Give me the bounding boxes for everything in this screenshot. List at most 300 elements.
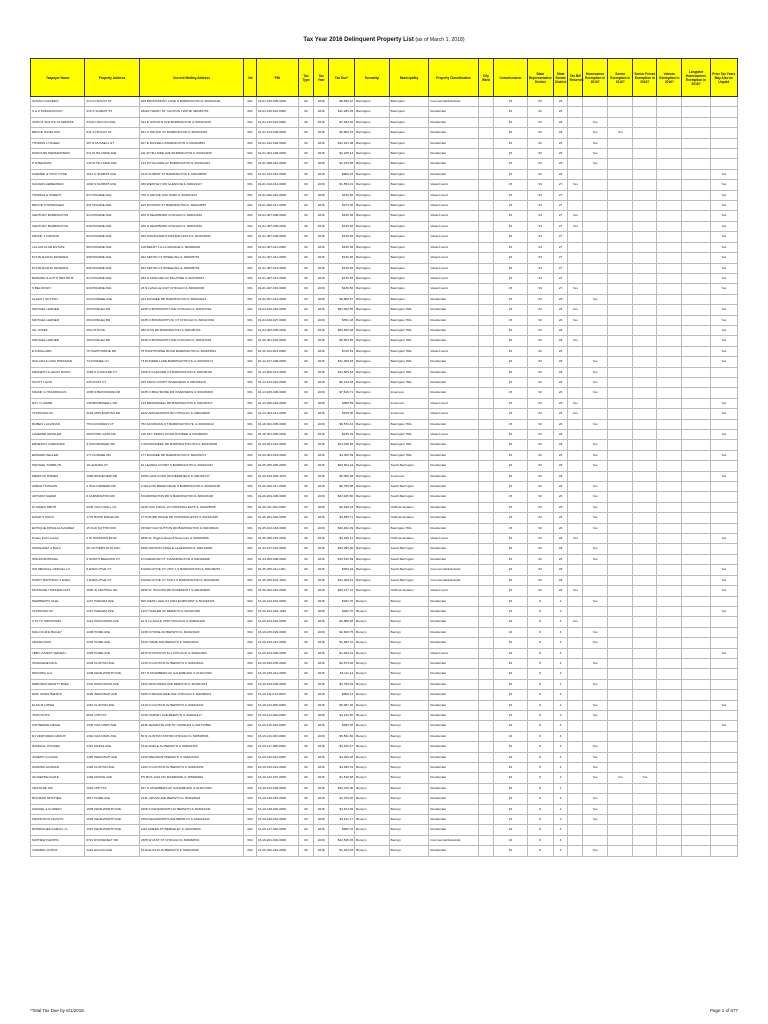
table-cell	[608, 554, 633, 564]
table-cell: $25,810.48	[329, 325, 355, 335]
table-cell	[608, 377, 633, 387]
table-cell: 002	[244, 752, 257, 762]
table-cell: Residential	[429, 638, 478, 648]
table-cell: 001	[244, 398, 257, 408]
table-cell: Berwyn	[355, 658, 390, 668]
table-cell: 16	[494, 700, 527, 710]
table-cell	[657, 752, 682, 762]
table-cell: $12,101.38	[329, 138, 355, 148]
table-cell	[633, 492, 657, 502]
table-cell: 002	[244, 627, 257, 637]
table-cell: Vacant Land	[429, 221, 478, 231]
table-cell: 01-13-206-014-0000	[256, 367, 298, 377]
table-cell: 8	[527, 690, 553, 700]
column-header: Tax Due*	[329, 59, 355, 97]
table-cell: 753 GOODMAN CT	[85, 419, 139, 429]
table-cell: 8	[527, 742, 553, 752]
table-cell: 915 DIVISION ST BARRINGTON IL 600103087	[139, 201, 244, 211]
table-cell: 133 W HILLSIDE AV BARRINGTON IL 600104423	[139, 159, 244, 169]
table-cell: 15	[494, 294, 527, 304]
table-cell: 002	[244, 710, 257, 720]
table-cell	[478, 731, 494, 741]
table-row	[31, 731, 738, 741]
table-cell: 26	[553, 544, 568, 554]
table-cell: Yes	[583, 679, 608, 689]
table-cell: 2016	[314, 502, 329, 512]
table-cell	[633, 180, 657, 190]
table-cell: Vacant Land	[429, 180, 478, 190]
table-cell: 2016	[314, 773, 329, 783]
table-cell	[633, 575, 657, 585]
table-row	[31, 575, 738, 585]
table-cell: 2016	[314, 523, 329, 533]
table-cell: 2016	[314, 149, 329, 159]
table-cell	[583, 273, 608, 283]
table-cell	[608, 149, 633, 159]
table-cell	[657, 617, 682, 627]
table-cell: 001	[244, 263, 257, 273]
table-cell: 16	[494, 794, 527, 804]
table-cell: 00	[298, 138, 314, 148]
table-cell: South Barrington	[389, 461, 429, 471]
table-cell: 001	[244, 492, 257, 502]
table-cell	[478, 617, 494, 627]
table-cell: 16-19-117-008-0000	[256, 742, 298, 752]
table-cell: Berwyn	[389, 627, 429, 637]
table-cell: 1521 KENILWORTH AVE	[85, 825, 139, 835]
table-cell: 16	[494, 783, 527, 793]
table-cell: 1080 RIDGEVIEW DR	[85, 471, 139, 481]
table-cell: Barrington Hills	[389, 523, 429, 533]
table-cell: 00	[298, 221, 314, 231]
table-cell	[583, 346, 608, 356]
table-cell	[478, 273, 494, 283]
table-cell	[478, 710, 494, 720]
table-cell	[583, 606, 608, 616]
table-cell: Yes	[583, 450, 608, 460]
table-row	[31, 742, 738, 752]
table-cell: 16	[494, 617, 527, 627]
table-cell	[633, 305, 657, 315]
table-cell: 4	[553, 815, 568, 825]
table-cell	[608, 97, 633, 107]
table-cell: Berwyn	[355, 815, 390, 825]
table-cell: 01-01-407-011-0000	[256, 242, 298, 252]
table-cell	[682, 117, 710, 127]
table-cell: $262.70	[329, 606, 355, 616]
table-cell: 2016	[314, 107, 329, 117]
table-cell: 4	[553, 783, 568, 793]
table-cell: 52	[527, 149, 553, 159]
table-cell: MCSHANE HOFFMAN EST	[31, 586, 85, 596]
table-cell: Barrington	[355, 430, 390, 440]
table-cell: Vacant Land	[429, 253, 478, 263]
table-cell	[657, 128, 682, 138]
table-cell: 15	[494, 419, 527, 429]
table-cell: 2016	[314, 690, 329, 700]
table-cell: Barrington	[389, 253, 429, 263]
table-cell: 01-13-103-001-0000	[256, 377, 298, 387]
table-cell: 1238 S HOME AV BERWYN IL 604021023	[139, 627, 244, 637]
table-cell: 2016	[314, 388, 329, 398]
table-cell	[608, 658, 633, 668]
table-cell: 01-01-314-014-0000	[256, 180, 298, 190]
table-row	[31, 346, 738, 356]
table-cell: Barrington	[355, 263, 390, 273]
table-cell: Residential	[429, 107, 478, 117]
table-cell	[478, 180, 494, 190]
table-cell: $20,654.44	[329, 461, 355, 471]
table-cell: 15	[494, 346, 527, 356]
table-cell: 27	[553, 253, 568, 263]
table-cell: 27	[553, 242, 568, 252]
table-cell: 906 PRAIRIE AVE	[85, 263, 139, 273]
table-cell	[608, 731, 633, 741]
table-cell: 01-26-411-002-0000	[256, 502, 298, 512]
table-cell: 52	[527, 97, 553, 107]
table-cell	[682, 617, 710, 627]
table-cell: 4	[553, 648, 568, 658]
table-cell: PO BOX 1222 NO RIVERSIDE IL 605460822	[139, 773, 244, 783]
table-cell	[583, 648, 608, 658]
table-cell: Yes	[608, 128, 633, 138]
table-cell: 343 E LINCOLN AVE BARRINGTON IL 600104478	[139, 117, 244, 127]
table-cell	[568, 794, 583, 804]
table-cell	[478, 315, 494, 325]
table-cell: 2016	[314, 471, 329, 481]
table-cell	[608, 815, 633, 825]
table-cell: 180 DONLEA RD	[85, 336, 139, 346]
table-cell	[657, 502, 682, 512]
table-cell: Yes	[583, 700, 608, 710]
table-cell: 2016	[314, 815, 329, 825]
table-cell: Commercial/Industrial	[429, 97, 478, 107]
table-cell	[608, 169, 633, 179]
table-cell: 4	[553, 731, 568, 741]
table-cell: 1517 HOME AVE	[85, 794, 139, 804]
table-cell: 26	[553, 97, 568, 107]
table-cell	[478, 669, 494, 679]
table-cell: 118 BEILBY LA LA GRANGE IL 600000000	[139, 242, 244, 252]
table-cell	[657, 721, 682, 731]
table-cell: SANDRA GUZMAN	[31, 763, 85, 773]
table-cell	[633, 461, 657, 471]
table-cell	[633, 117, 657, 127]
table-row	[31, 825, 738, 835]
table-cell	[657, 201, 682, 211]
table-cell: 2016	[314, 273, 329, 283]
table-cell	[568, 554, 583, 564]
table-cell: 1219 EUCLID AVE	[85, 846, 139, 856]
table-cell	[568, 159, 583, 169]
table-cell: 2016	[314, 804, 329, 814]
table-cell: 001	[244, 565, 257, 575]
table-cell	[657, 409, 682, 419]
table-cell: 4	[553, 710, 568, 720]
table-cell	[682, 815, 710, 825]
table-cell: $136.56	[329, 253, 355, 263]
table-cell: 52	[527, 450, 553, 460]
table-cell: $9,756.88	[329, 482, 355, 492]
table-cell: 16-19-125-021-0000	[256, 763, 298, 773]
table-cell: 2016	[314, 846, 329, 856]
table-cell	[583, 211, 608, 221]
table-cell	[682, 346, 710, 356]
table-cell: 1225 HOME AVE	[85, 648, 139, 658]
table-cell	[657, 575, 682, 585]
table-cell	[568, 325, 583, 335]
table-cell: 001	[244, 149, 257, 159]
table-cell: $4,496.31	[329, 763, 355, 773]
table-cell	[710, 658, 737, 668]
table-cell: Berwyn	[389, 669, 429, 679]
table-cell: 15	[494, 357, 527, 367]
table-cell	[633, 627, 657, 637]
table-cell: 16-19-105-027-0000	[256, 638, 298, 648]
table-cell: 15	[494, 180, 527, 190]
table-cell: P M BENSON	[31, 159, 85, 169]
table-cell: Residential	[429, 377, 478, 387]
table-cell: JOHN & SIGUTE OLSZEWSK	[31, 117, 85, 127]
table-cell: 002	[244, 804, 257, 814]
table-cell: Barrington	[355, 211, 390, 221]
table-cell: LBMC INVEST SERIES I	[31, 648, 85, 658]
table-cell	[710, 783, 737, 793]
table-cell: 343 E LINCOLN AVE	[85, 117, 139, 127]
table-cell: EDWARD & RUTH HESTRUP	[31, 273, 85, 283]
table-cell: 002	[244, 783, 257, 793]
table-cell	[682, 440, 710, 450]
table-cell: 200 DONLEA RD	[85, 305, 139, 315]
table-cell: 26	[553, 305, 568, 315]
table-cell: Yes	[608, 773, 633, 783]
table-cell: $5,563.55	[329, 336, 355, 346]
table-cell: South Barrington	[389, 544, 429, 554]
table-cell: 1 EXECUTIVE CT	[85, 575, 139, 585]
table-cell: 001	[244, 471, 257, 481]
table-cell	[478, 565, 494, 575]
table-cell: Residential	[429, 523, 478, 533]
table-cell: $4,200.28	[329, 752, 355, 762]
table-cell: 16-19-114-009-0000	[256, 710, 298, 720]
table-cell	[568, 638, 583, 648]
table-cell	[682, 190, 710, 200]
table-cell: Residential	[429, 783, 478, 793]
table-cell	[608, 253, 633, 263]
table-cell: 00	[298, 117, 314, 127]
table-cell: 250 OTIS RD BARRINGTON IL 600105124	[139, 325, 244, 335]
table-cell: Yes	[583, 513, 608, 523]
table-cell: Residential	[429, 804, 478, 814]
table-cell	[633, 409, 657, 419]
table-cell: Berwyn	[355, 835, 390, 845]
table-cell: Berwyn	[355, 721, 390, 731]
table-cell	[478, 169, 494, 179]
table-cell: 002	[244, 679, 257, 689]
table-cell	[478, 346, 494, 356]
table-cell	[657, 211, 682, 221]
table-cell: 001	[244, 346, 257, 356]
table-cell: 54	[527, 273, 553, 283]
table-cell: Berwyn	[389, 679, 429, 689]
table-cell: 00	[298, 502, 314, 512]
table-cell: SAMUEL A GUZMAN	[31, 804, 85, 814]
table-cell: Berwyn	[389, 825, 429, 835]
table-cell: 002	[244, 596, 257, 606]
table-cell: 01-13-206-029-0000	[256, 398, 298, 408]
table-cell	[682, 502, 710, 512]
table-cell	[608, 544, 633, 554]
table-cell: 15	[494, 586, 527, 596]
table-row	[31, 159, 738, 169]
table-cell: 4	[553, 700, 568, 710]
table-cell: $6,888.57	[329, 294, 355, 304]
table-row	[31, 190, 738, 200]
table-cell: 54	[527, 242, 553, 252]
table-cell: Yes	[583, 492, 608, 502]
table-row	[31, 513, 738, 523]
table-cell: Residential	[429, 450, 478, 460]
table-cell: 73 DUNDEE LANE BARRINGTON HL IL 600105174	[139, 357, 244, 367]
table-cell: Barrington Hills	[389, 419, 429, 429]
table-cell: 52	[527, 346, 553, 356]
table-cell: 27	[553, 211, 568, 221]
table-cell: 52	[527, 388, 553, 398]
title-main: Tax Year 2016 Delinquent Property List	[303, 37, 414, 43]
table-cell: Berwyn	[355, 846, 390, 856]
table-cell: 52	[527, 377, 553, 387]
table-cell: 01-04-402-005-0000	[256, 325, 298, 335]
table-cell	[682, 783, 710, 793]
table-cell: 00	[298, 617, 314, 627]
table-cell	[478, 159, 494, 169]
table-cell: 920 WOODLAWN HOFFMAN ESTS IL 601691840	[139, 232, 244, 242]
table-cell: 2016	[314, 242, 329, 252]
table-cell: Yes	[568, 586, 583, 596]
table-cell: 4	[553, 742, 568, 752]
table-cell	[608, 430, 633, 440]
table-cell: 250 OTIS RD	[85, 325, 139, 335]
table-cell	[682, 544, 710, 554]
table-cell	[478, 440, 494, 450]
table-cell: 8 EXECUTIVE CT	[85, 565, 139, 575]
table-cell: 16-19-104-001-1040	[256, 606, 298, 616]
table-cell	[710, 752, 737, 762]
table-cell: Barrington	[355, 128, 390, 138]
table-cell: $3,838.71	[329, 513, 355, 523]
table-row	[31, 336, 738, 346]
table-cell	[682, 149, 710, 159]
table-cell: Vacant Land	[429, 242, 478, 252]
table-cell: Residential	[429, 596, 478, 606]
table-cell: Barrington	[355, 159, 390, 169]
table-row	[31, 97, 738, 107]
table-cell	[657, 731, 682, 741]
column-header: Commissioner	[494, 59, 527, 97]
table-cell: RJ VENTURES GROUP	[31, 731, 85, 741]
table-row	[31, 419, 738, 429]
table-cell	[633, 97, 657, 107]
table-cell: 00	[298, 430, 314, 440]
table-cell: $8,599.10	[329, 97, 355, 107]
table-cell	[568, 273, 583, 283]
table-cell	[682, 846, 710, 856]
table-cell: 01-35-102-018-0000	[256, 523, 298, 533]
table-cell	[478, 325, 494, 335]
table-cell: $12,585.63	[329, 367, 355, 377]
table-cell	[710, 690, 737, 700]
table-cell: Yes	[710, 346, 737, 356]
table-cell: 15	[494, 388, 527, 398]
table-cell: 8	[527, 773, 553, 783]
table-row	[31, 388, 738, 398]
table-cell: $5,862.15	[329, 128, 355, 138]
table-cell: 16	[494, 846, 527, 856]
table-cell: 1342 OAK PARK AVE	[85, 731, 139, 741]
table-cell	[608, 273, 633, 283]
page-number: Page 1 of 677	[709, 1008, 738, 1013]
table-cell: 2016	[314, 627, 329, 637]
table-cell: Barrington	[389, 117, 429, 127]
table-cell	[633, 253, 657, 263]
table-cell	[583, 586, 608, 596]
table-cell: 001	[244, 232, 257, 242]
table-cell: Yes	[710, 263, 737, 273]
table-cell: ERNESTO CARRANZA	[31, 440, 85, 450]
table-cell: 15	[494, 107, 527, 117]
table-cell	[710, 367, 737, 377]
table-cell: Yes	[583, 763, 608, 773]
table-row	[31, 398, 738, 408]
table-cell: 136 BRAMSWELL RD BARRINGTON IL 600105417	[139, 398, 244, 408]
table-cell	[568, 825, 583, 835]
table-cell: 2016	[314, 221, 329, 231]
table-cell	[710, 149, 737, 159]
table-cell: Berwyn	[389, 648, 429, 658]
table-cell	[478, 263, 494, 273]
table-cell	[682, 690, 710, 700]
table-cell: 54	[527, 201, 553, 211]
table-cell	[633, 513, 657, 523]
table-cell	[608, 627, 633, 637]
table-cell: 15	[494, 159, 527, 169]
table-cell: 177 DUNDEE RD BARRINGTON IL 600105271	[139, 450, 244, 460]
table-cell: RAY J LAWNE	[31, 398, 85, 408]
table-cell: 01-01-407-008-0000	[256, 232, 298, 242]
table-cell: Barrington Hills	[389, 440, 429, 450]
table-cell: Barrington	[355, 305, 390, 315]
table-cell: 1116 GREEN ST BERKELEY IL 601630000	[139, 825, 244, 835]
table-cell: Yes	[583, 419, 608, 429]
table-cell	[710, 461, 737, 471]
table-cell: 00	[298, 492, 314, 502]
table-cell	[568, 482, 583, 492]
table-cell: 1344 WISCONSIN AVE BERWYN IL 604021253	[139, 679, 244, 689]
table-cell: $3,111.14	[329, 669, 355, 679]
table-cell: ARTURO SAENZ	[31, 492, 85, 502]
table-cell: Barrington	[389, 107, 429, 117]
table-cell	[682, 596, 710, 606]
table-cell: 1344 WISCONSIN AVE	[85, 679, 139, 689]
table-cell: Barrington	[355, 523, 390, 533]
table-cell: 01-35-305-015-0000	[256, 534, 298, 544]
page-title	[0, 37, 768, 43]
table-cell: 16-19-105-041-0000	[256, 669, 298, 679]
table-cell	[710, 617, 737, 627]
table-cell: 00	[298, 513, 314, 523]
table-cell: 00	[298, 169, 314, 179]
table-cell: 2016	[314, 658, 329, 668]
